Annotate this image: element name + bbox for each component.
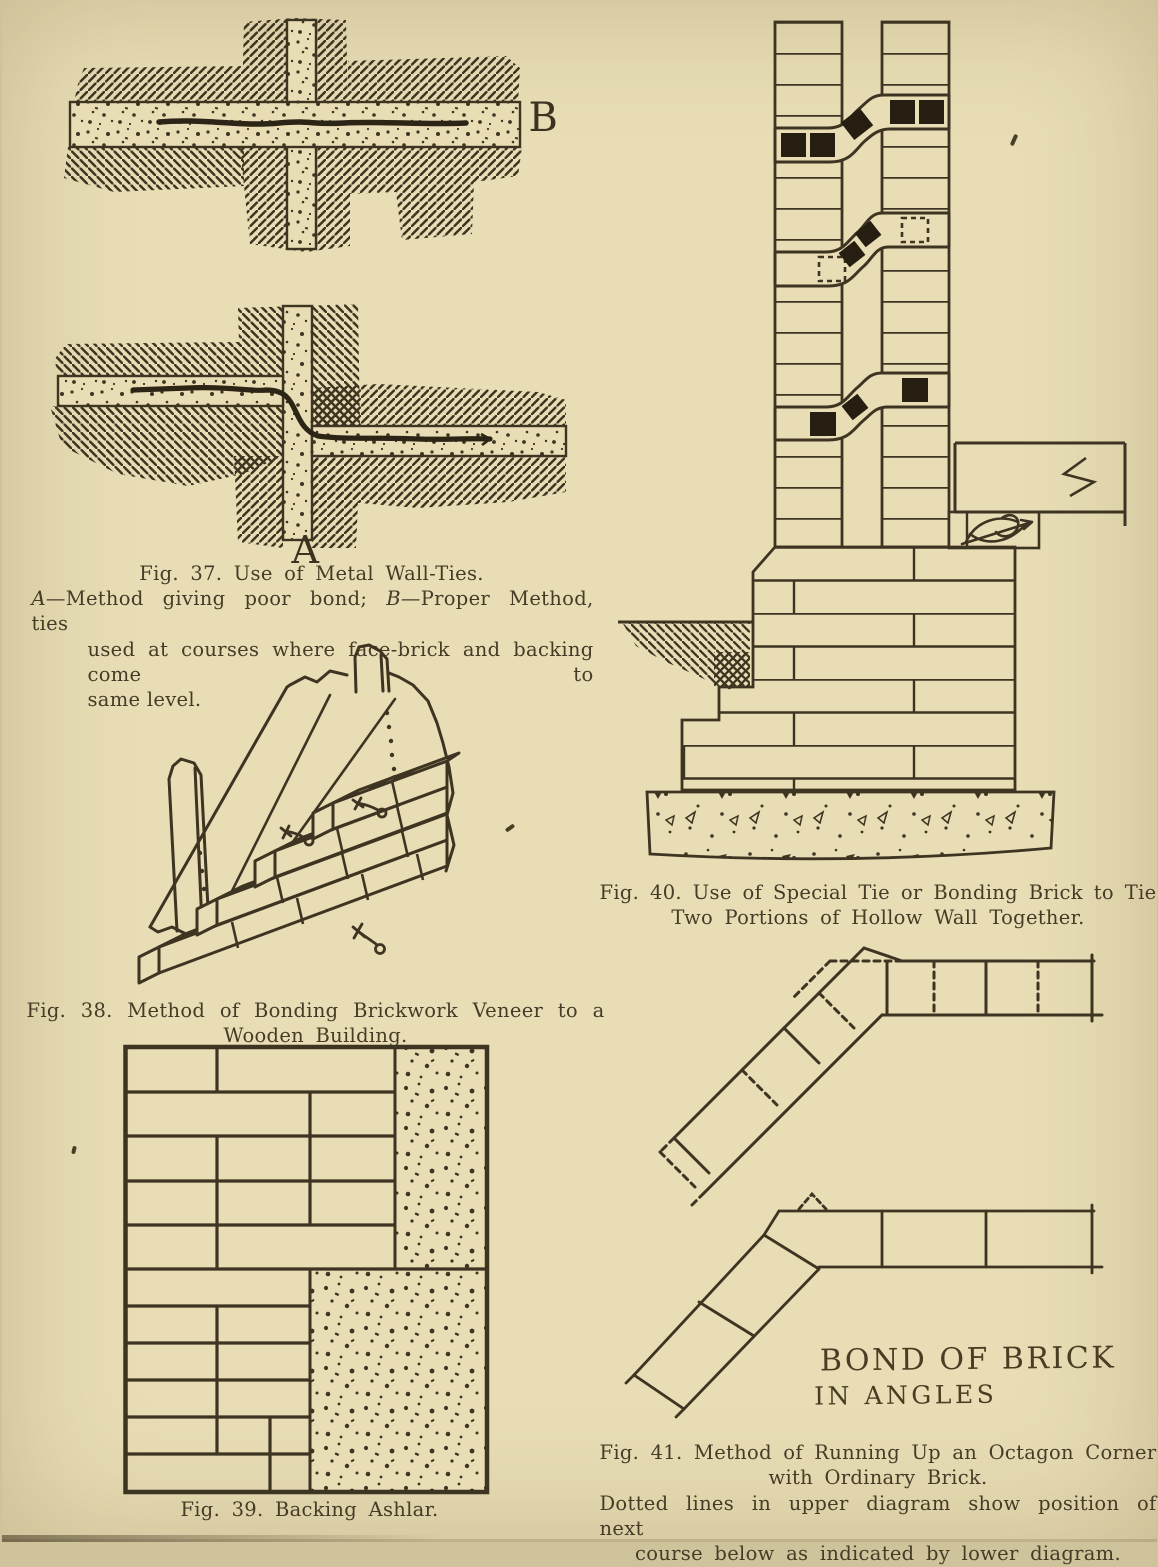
page-speck (71, 1146, 77, 1155)
fig37-diagram-b-drawing (54, 6, 594, 296)
fig40-caption (600, 880, 1157, 931)
fig40-caption-line1: Fig. 40. Use of Special Tie or Bonding Brick to Tie (600, 880, 1157, 905)
page-speck (1009, 134, 1018, 147)
fig37-note-line3: same level. (32, 687, 594, 712)
fig39-diagram (120, 1040, 495, 1500)
fig39-caption: Fig. 39. Backing Ashlar. (120, 1497, 500, 1522)
fig41-caption-line1: Fig. 41. Method of Running Up an Octagon Corner (600, 1440, 1157, 1465)
fig41-diagram-upper (614, 942, 1158, 1187)
fig37-note-line2: used at courses where face-brick and backing come to (32, 637, 594, 688)
metal-wall-tie (159, 121, 466, 124)
ground-hatch (618, 622, 753, 690)
fig41-note-line1: Dotted lines in upper diagram show position of next (600, 1491, 1157, 1542)
bond-of-brick-lettering (819, 1340, 1116, 1410)
fig38-drawing (47, 635, 602, 1010)
fig37-label-b: B (529, 95, 558, 141)
fig37-note-b-text: —Proper Method, ties (32, 587, 594, 635)
fig40-diagram (614, 12, 1158, 872)
ashlar-stone-upper (395, 1047, 487, 1269)
lettering-line2: IN ANGLES (814, 1378, 1117, 1410)
brick-courses (139, 753, 459, 983)
fig37-note-a-label: A (32, 587, 46, 610)
fig37-caption-title: Fig. 37. Use of Metal Wall-Ties. (32, 561, 592, 586)
fig40-drawing (614, 12, 1158, 872)
fig41-upper-drawing (614, 942, 1158, 1187)
fig37-note-line1 (32, 586, 594, 637)
fig38-caption-line2: Wooden Building. (27, 1023, 605, 1048)
fig40-caption-line2: Two Portions of Hollow Wall Together. (600, 905, 1157, 930)
book-page (2, 0, 1157, 1542)
fig41-caption (600, 1440, 1157, 1567)
fig37-note-a-text: —Method giving poor bond; (46, 587, 386, 610)
fig37-label-a: A (292, 528, 319, 572)
fig41-caption-line2: with Ordinary Brick. (600, 1465, 1157, 1490)
ashlar-stone-lower (310, 1269, 487, 1492)
scan-edge-shadow-bottom (2, 1539, 1157, 1542)
fig38-caption-line1: Fig. 38. Method of Bonding Brickwork Veneer to a (27, 998, 605, 1023)
lettering-line1: BOND OF BRICK (819, 1340, 1116, 1378)
fig41-note-line2: course below as indicated by lower diagram. (600, 1541, 1157, 1566)
octagon-corner-upper (660, 948, 1102, 1205)
fig38-diagram (47, 635, 602, 1010)
ashlar-plan (125, 1047, 487, 1492)
fig37-diagram-b (54, 6, 594, 296)
fig39-drawing (120, 1040, 495, 1500)
concrete-footing (647, 792, 1054, 859)
fig37-note-b-label: B (386, 587, 401, 610)
